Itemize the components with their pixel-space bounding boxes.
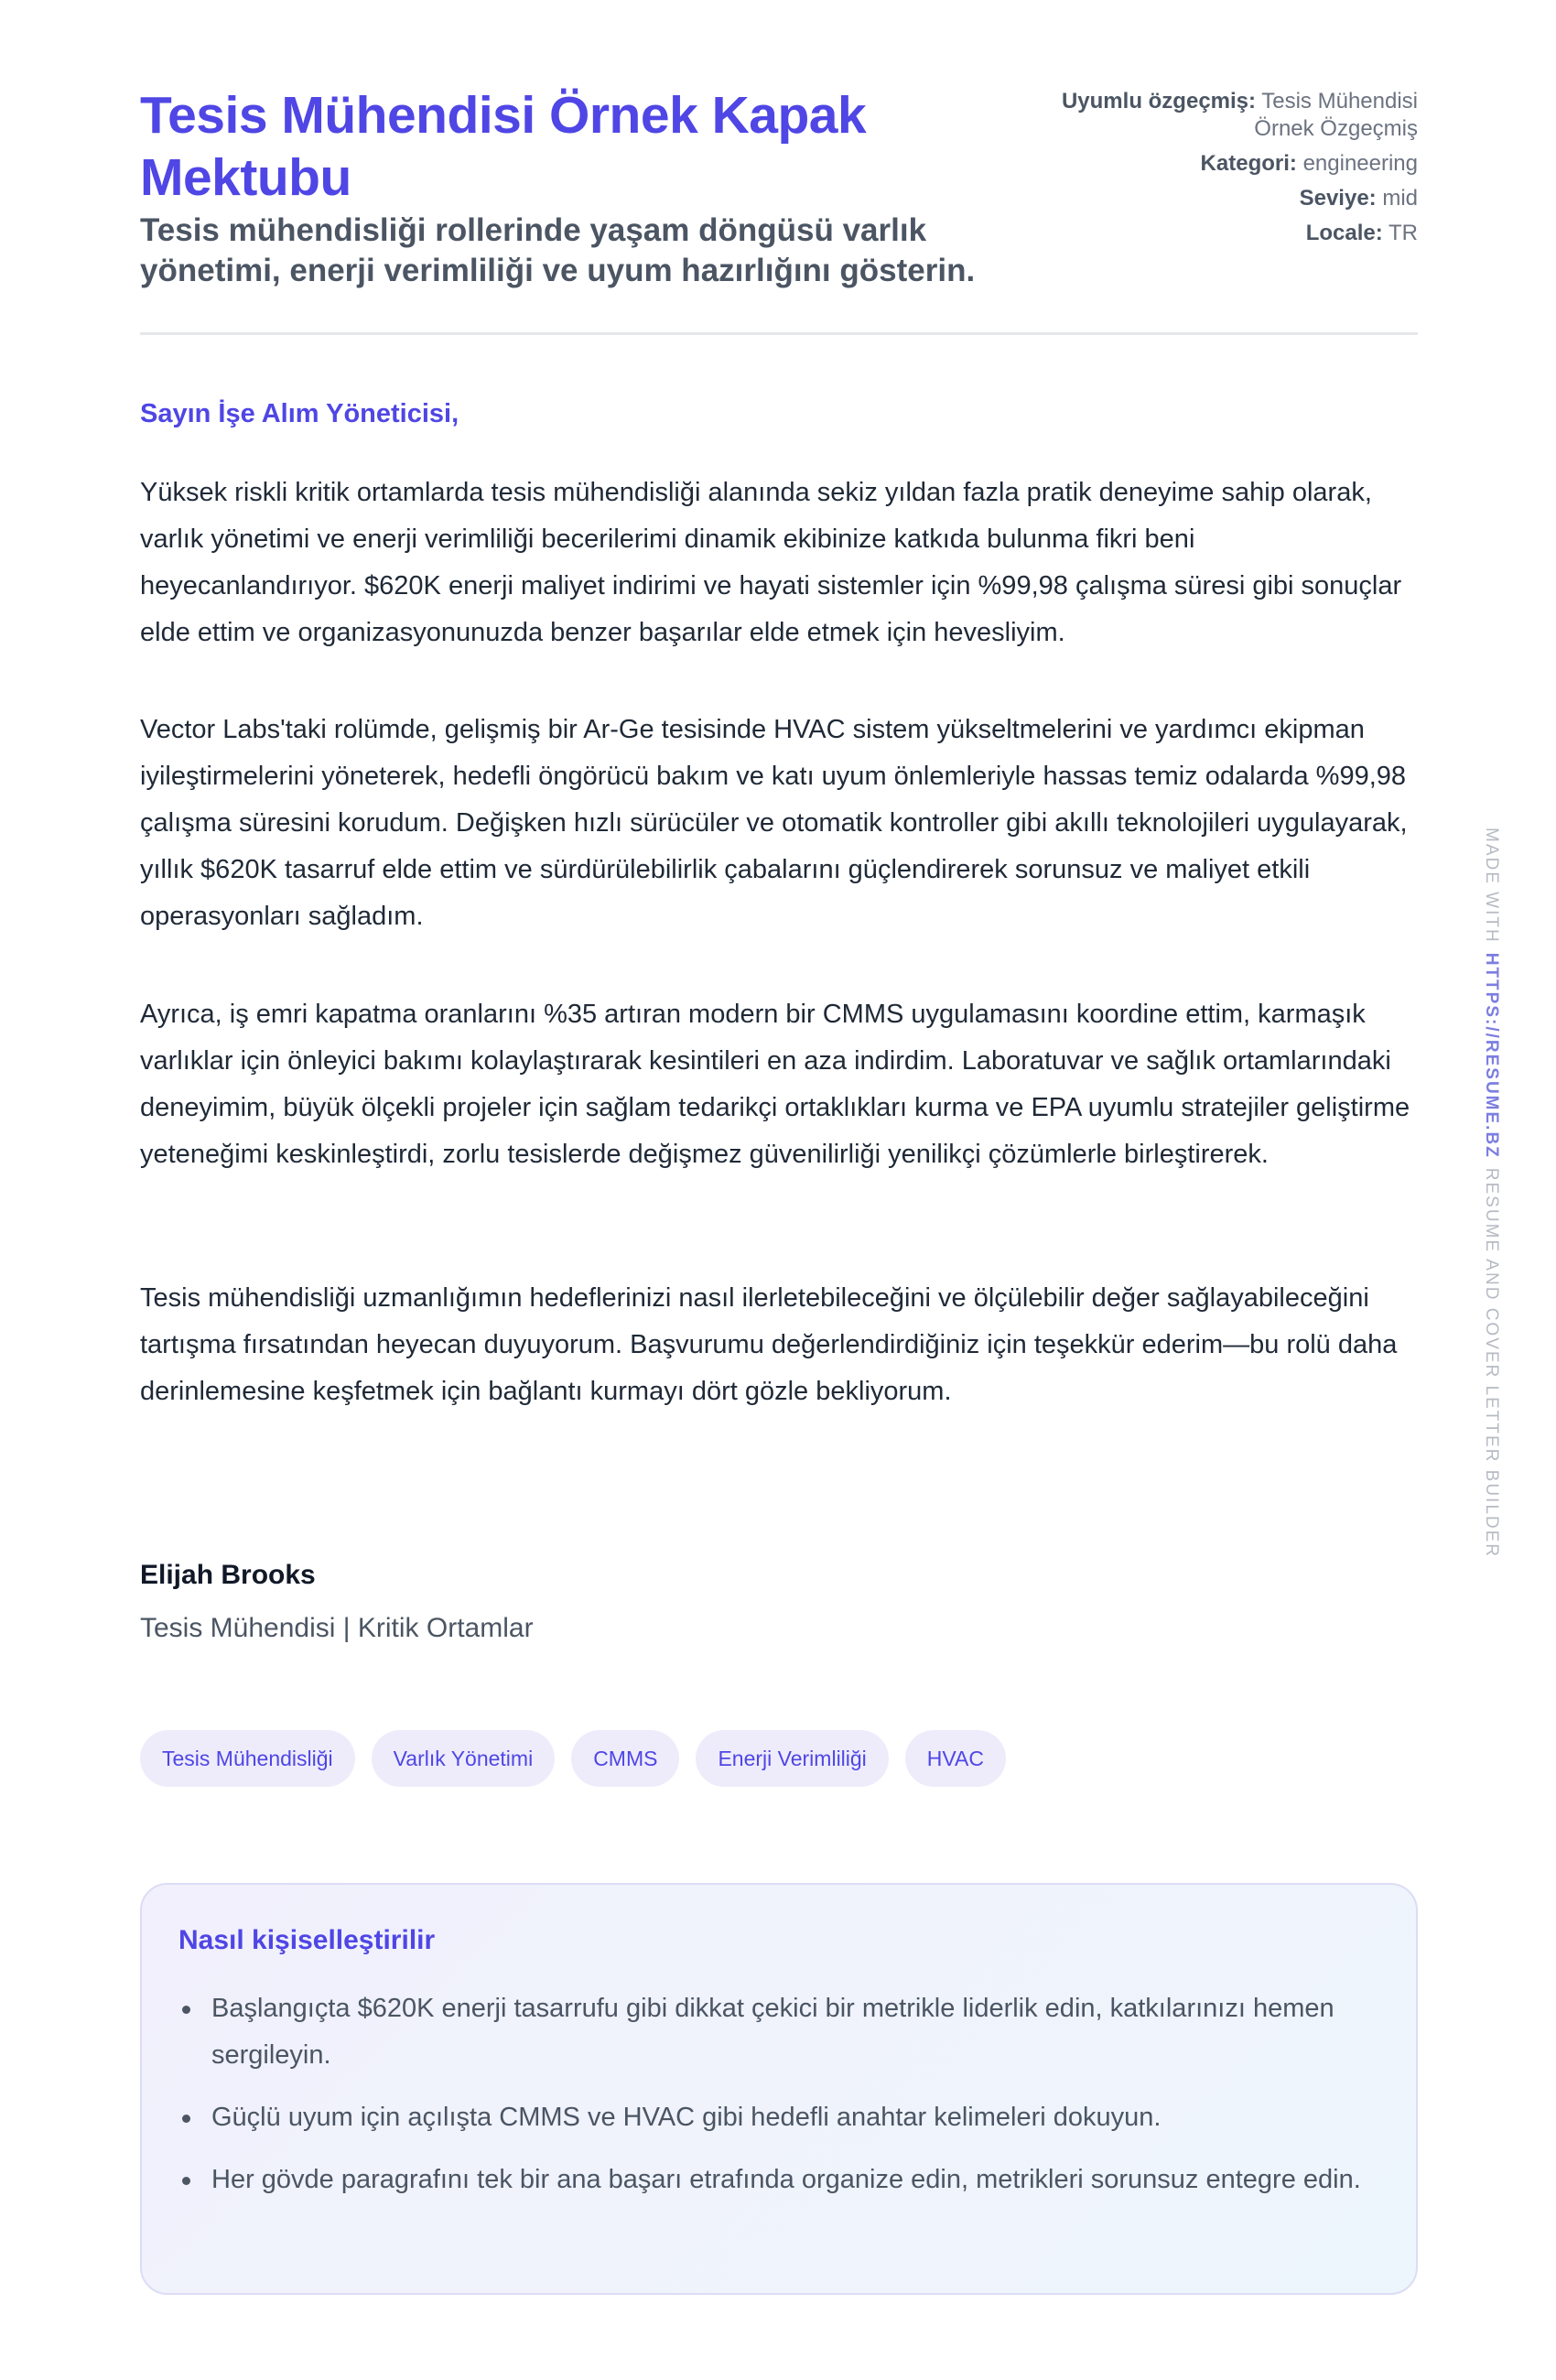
paragraph: Tesis mühendisliği uzmanlığımın hedeflerinizi nasıl ilerletebileceğini ve ölçülebilir değer sağlayabileceğini tartışma fırsatından heyecan duyuyorum. Başvurumu değerlendirdiğiniz için teşekkür ederim—bu rolü daha derinlemesine keşfetmek için bağlantı kurmayı dört gözle bekliyorum. <box>140 1283 1398 1406</box>
tips-title: Nasıl kişiselleştirilir <box>178 1925 436 1955</box>
tag: CMMS <box>571 1730 679 1787</box>
meta-label: Uyumlu özgeçmiş: <box>1061 89 1257 114</box>
tip-item: Başlangıçta $620K enerji tasarrufu gibi dikkat çekici bir metrikle liderlik edin, katkılarınızı hemen sergileyin. <box>178 1985 1387 2079</box>
page-title: Tesis Mühendisi Örnek Kapak Mektubu <box>140 86 867 207</box>
tag: Varlık Yönetimi <box>372 1730 556 1787</box>
meta-label: Seviye: <box>1299 186 1377 211</box>
watermark-link[interactable]: HTTPS://RESUME.BZ <box>1482 952 1501 1159</box>
meta-info <box>1033 88 1418 254</box>
watermark-suffix: RESUME AND COVER LETTER BUILDER <box>1482 1167 1501 1559</box>
tag: Enerji Verimliliği <box>696 1730 888 1787</box>
meta-compatible-resume <box>1033 88 1418 143</box>
tag-list <box>140 1730 1006 1787</box>
meta-value: TR <box>1389 221 1418 245</box>
tips-list <box>178 1985 1387 2219</box>
meta-value: engineering <box>1302 151 1418 176</box>
meta-value: mid <box>1382 186 1418 211</box>
signature-title: Tesis Mühendisi | Kritik Ortamlar <box>140 1613 534 1643</box>
salutation: Sayın İşe Alım Yöneticisi, <box>140 399 459 428</box>
tag: Tesis Mühendisliği <box>140 1730 355 1787</box>
tip-item: Her gövde paragrafını tek bir ana başarı etrafında organize edin, metrikleri sorunsuz entegre edin. <box>178 2157 1387 2203</box>
cover-letter-page <box>140 0 1418 2194</box>
header <box>140 0 1418 335</box>
tag: HVAC <box>905 1730 1006 1787</box>
meta-category <box>1033 150 1418 178</box>
tips-box <box>140 1883 1418 2295</box>
tip-item: Güçlü uyum için açılışta CMMS ve HVAC gibi hedefli anahtar kelimeleri dokuyun. <box>178 2094 1387 2141</box>
meta-level <box>1033 185 1418 212</box>
meta-label: Kategori: <box>1200 151 1297 176</box>
paragraph: Yüksek riskli kritik ortamlarda tesis mühendisliği alanında sekiz yıldan fazla pratik deneyime sahip olarak, varlık yönetimi ve enerji verimliliği becerilerimi dinamik ekibinize katkıda bulunma fikri beni heyecanlandırıyor. $620K enerji maliyet indirimi ve hayati sistemler için %99,98 çalışma süresi gibi sonuçlar elde ettim ve organizasyonunuzda benzer başarılar elde etmek için hevesliyim. <box>140 478 1402 647</box>
signature-name: Elijah Brooks <box>140 1560 316 1590</box>
paragraph: Ayrıca, iş emri kapatma oranlarını %35 artıran modern bir CMMS uygulamasını koordine ettim, karmaşık varlıklar için önleyici bakımı kolaylaştırarak kesintileri en aza indirdim. Laboratuvar ve sağlık ortamlarındaki deneyimim, büyük ölçekli projeler için sağlam tedarikçi ortaklıkları kurma ve EPA uyumlu stratejiler geliştirme yeteneğimi keskinleştirdi, zorlu tesislerde değişmez güvenilirliği yenilikçi çözümlerle birleştirerek. <box>140 1000 1410 1169</box>
watermark-prefix: MADE WITH <box>1482 828 1501 944</box>
meta-label: Locale: <box>1305 221 1383 245</box>
meta-locale <box>1033 220 1418 247</box>
paragraph: Vector Labs'taki rolümde, gelişmiş bir Ar-Ge tesisinde HVAC sistem yükseltmelerini ve yardımcı ekipman iyileştirmelerini yöneterek, hedefli öngörücü bakım ve katı uyum önlemleriyle hassas temiz odalarda %99,98 çalışma süresini korudum. Değişken hızlı sürücüler ve otomatik kontroller gibi akıllı teknolojileri uygulayarak, yıllık $620K tasarruf elde ettim ve sürdürülebilirlik çabalarını güçlendirerek sorunsuz ve maliyet etkili operasyonları sağladım. <box>140 715 1408 931</box>
page-subtitle: Tesis mühendisliği rollerinde yaşam döngüsü varlık yönetimi, enerji verimliliği ve uyum hazırlığını gösterin. <box>140 212 976 288</box>
meta-value: Tesis Mühendisi Örnek Özgeçmiş <box>1254 89 1418 141</box>
watermark <box>1481 828 1501 1558</box>
